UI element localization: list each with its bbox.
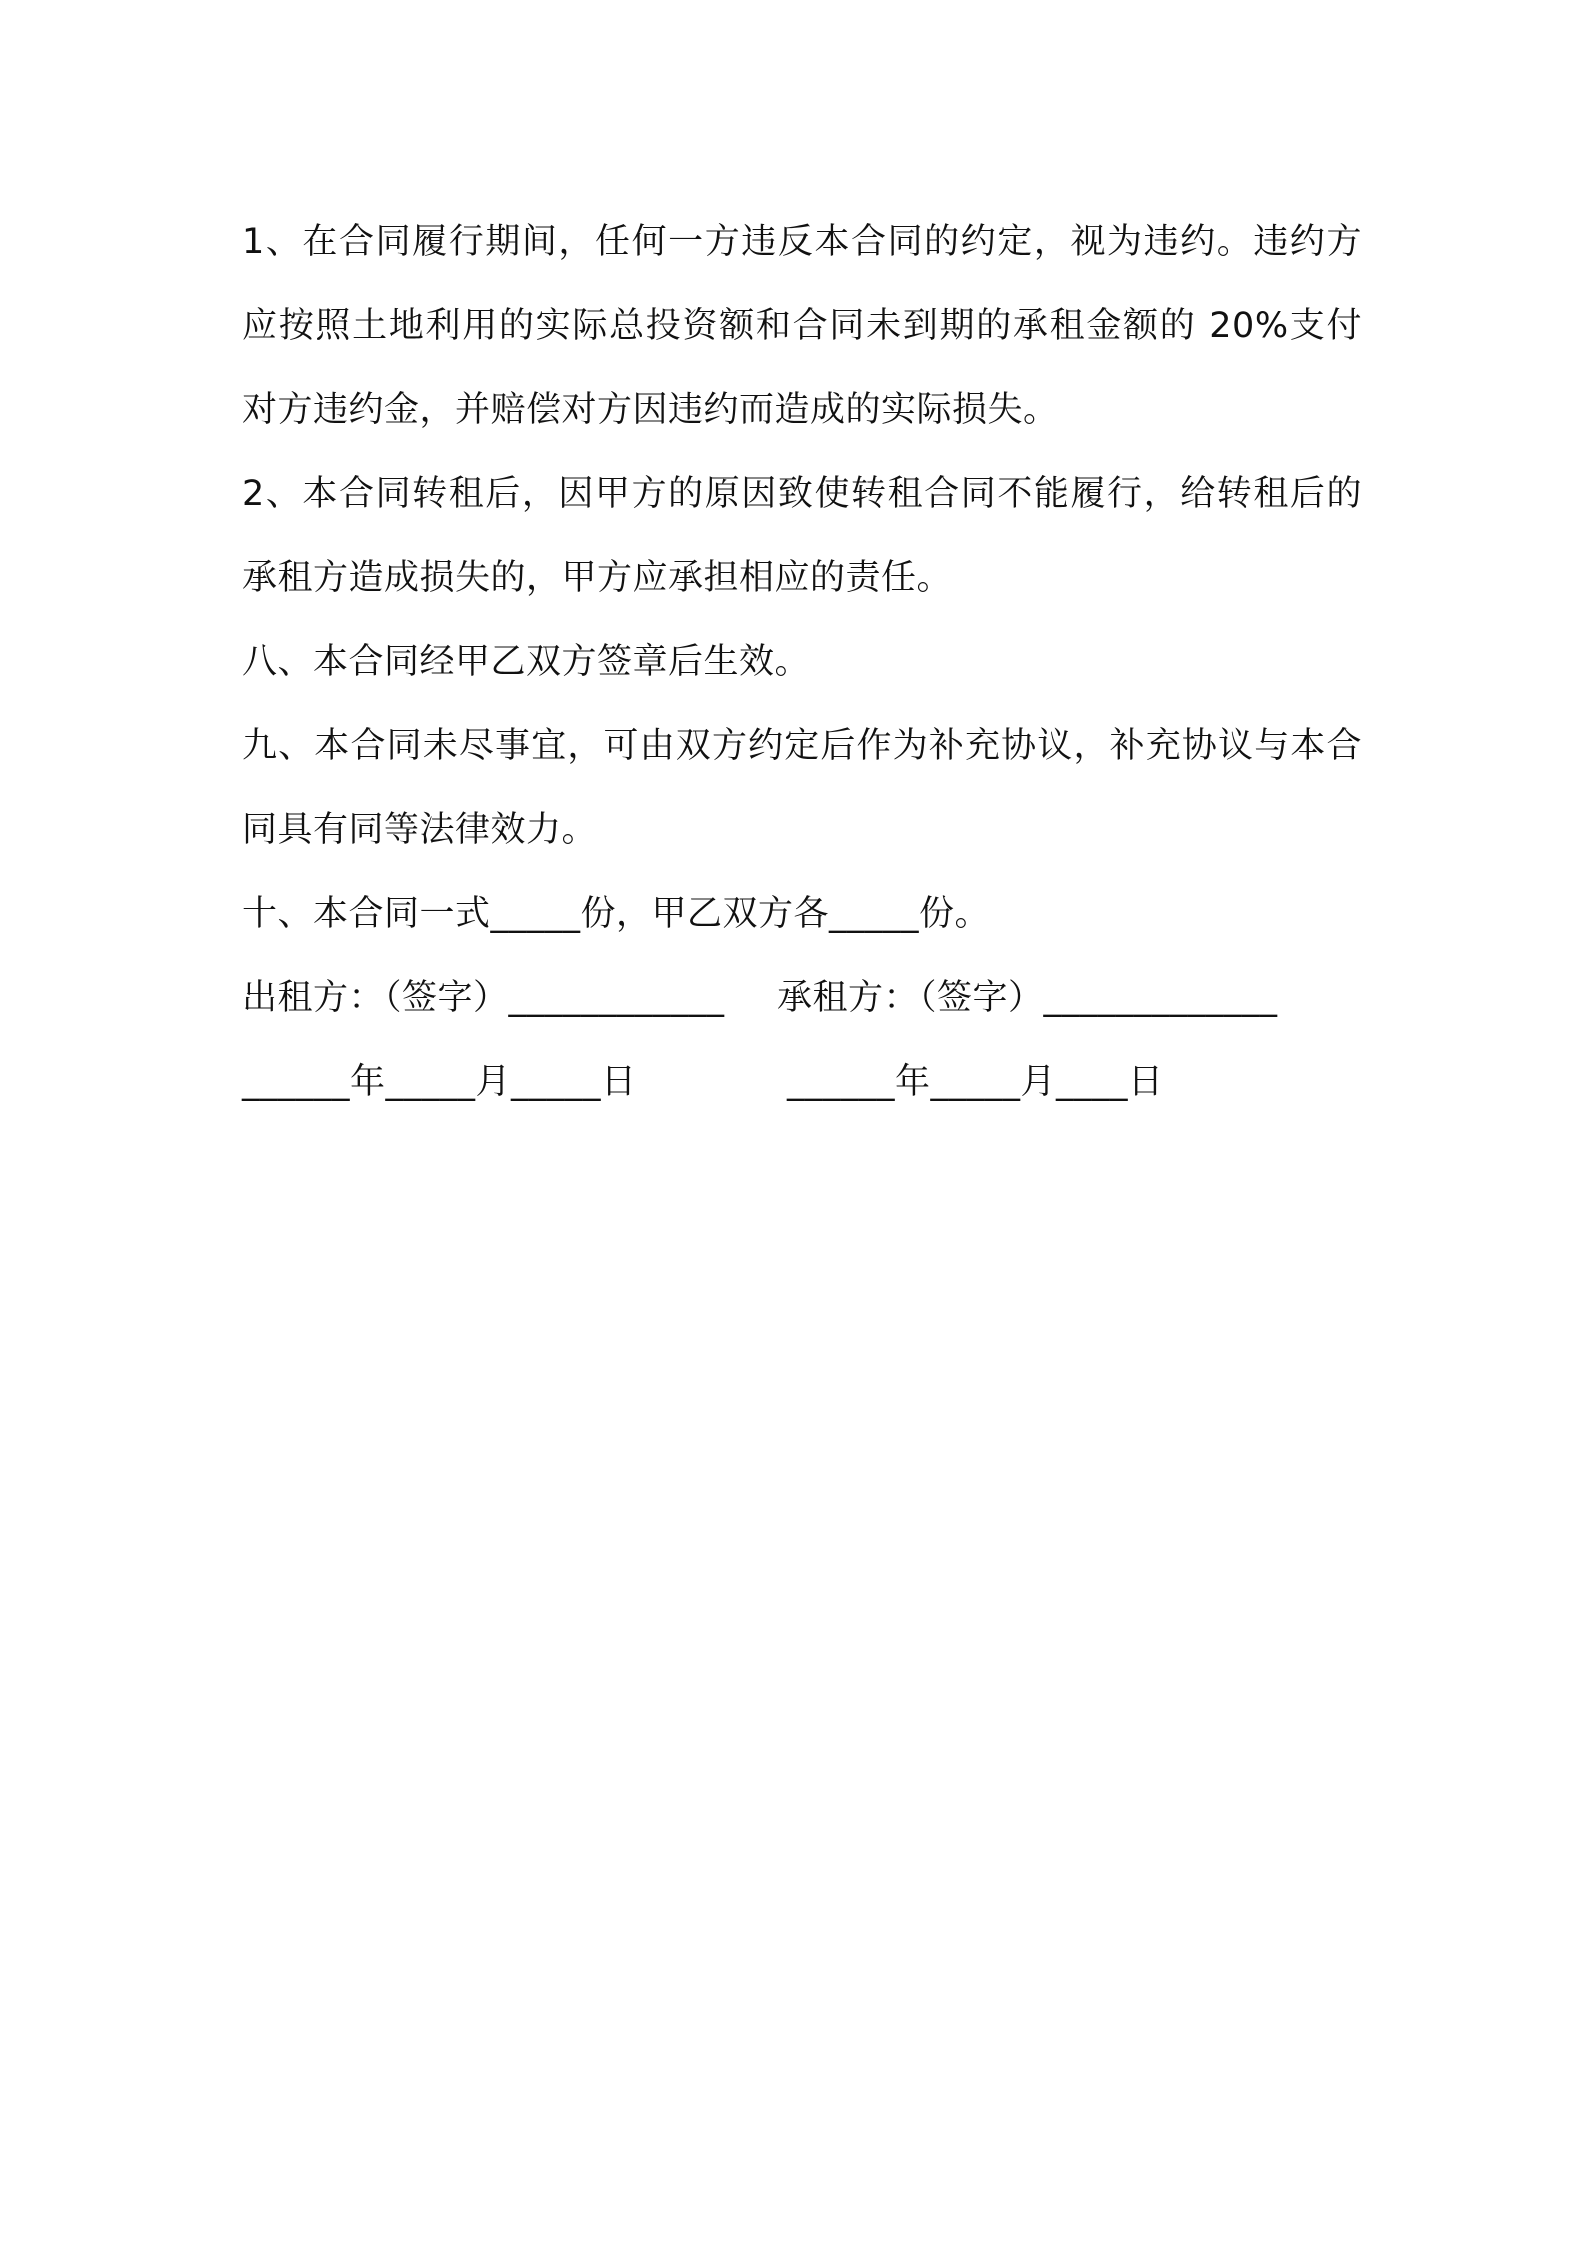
lessor-date-field[interactable]: ______年_____月_____日 [242,1062,637,1102]
signature-row [242,956,1362,1040]
date-row [242,1040,1362,1124]
clause-breach-2: 2、本合同转租后，因甲方的原因致使转租合同不能履行，给转租后的承租方造成损失的，甲方应承担相应的责任。 [242,474,1362,598]
clause-breach-1: 1、在合同履行期间，任何一方违反本合同的约定，视为违约。违约方应按照土地利用的实际总投资额和合同未到期的承租金额的 20%支付对方违约金，并赔偿对方因违约而造成的实际损失。 [242,222,1362,430]
clause-nine: 九、本合同未尽事宜，可由双方约定后作为补充协议，补充协议与本合同具有同等法律效力。 [242,726,1362,850]
contract-body [242,200,1362,1124]
lessor-signature-field[interactable]: 出租方：（签字）____________ [242,978,725,1018]
lessee-date-field[interactable]: ______年_____月____日 [787,1062,1164,1102]
clause-eight: 八、本合同经甲乙双方签章后生效。 [242,642,811,682]
lessee-signature-field[interactable]: 承租方：（签字）_____________ [777,978,1278,1018]
clause-ten: 十、本合同一式_____份，甲乙双方各_____份。 [242,894,991,934]
